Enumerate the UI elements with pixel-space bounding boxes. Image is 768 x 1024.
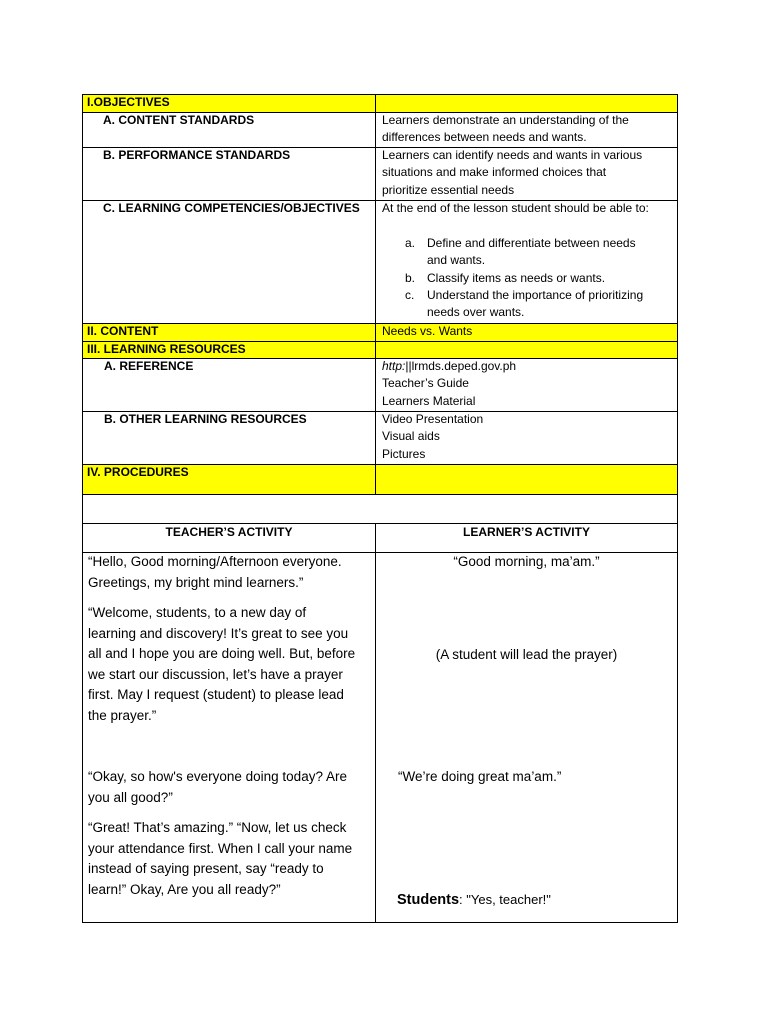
teacher-greeting: “Hello, Good morning/Afternoon everyone. Greetings, my bright mind learners.” bbox=[88, 554, 342, 590]
content-row-highlight bbox=[82, 323, 677, 341]
competencies-intro: At the end of the lesson student should be able to: bbox=[382, 201, 649, 215]
content-standards-label: A. CONTENT STANDARDS bbox=[103, 113, 255, 127]
performance-standards-text: Learners can identify needs and wants in various situations and make informed choices that prioritize essential needs bbox=[382, 148, 643, 197]
performance-standards-label: B. PERFORMANCE STANDARDS bbox=[103, 148, 291, 162]
learner-prayer: (A student will lead the prayer) bbox=[435, 647, 618, 662]
list-item: Define and differentiate between needs and wants. bbox=[427, 236, 636, 268]
resources-heading: III. LEARNING RESOURCES bbox=[87, 342, 246, 356]
learner-greeting: “Good morning, ma’am.” bbox=[453, 554, 600, 569]
learner-activity-header: LEARNER’S ACTIVITY bbox=[463, 525, 590, 539]
content-standards-text: Learners demonstrate an understanding of the differences between needs and wants. bbox=[382, 113, 629, 145]
other-resources-label: B. OTHER LEARNING RESOURCES bbox=[104, 412, 307, 426]
list-item-marker: a. bbox=[405, 236, 416, 250]
teacher-check-in: “Okay, so how's everyone doing today? Are you all good?” bbox=[88, 769, 347, 805]
students-label: Students bbox=[397, 892, 460, 908]
list-item: Classify items as needs or wants. bbox=[427, 271, 606, 285]
competencies-label: C. LEARNING COMPETENCIES/OBJECTIVES bbox=[103, 201, 360, 215]
content-value: Needs vs. Wants bbox=[382, 324, 473, 338]
other-resources-text: Video Presentation Visual aids Pictures bbox=[382, 412, 484, 461]
teacher-attendance: “Great! That’s amazing.” “Now, let us check your attendance first. When I call your name instead of saying present, say “ready to learn!” Okay, Are you all ready?” bbox=[88, 820, 353, 897]
objectives-heading: I.OBJECTIVES bbox=[87, 95, 170, 109]
procedures-heading: IV. PROCEDURES bbox=[87, 465, 189, 479]
learner-doing: “We’re doing great ma’am.” bbox=[398, 769, 562, 784]
teacher-activity-header: TEACHER’S ACTIVITY bbox=[165, 525, 293, 539]
list-item: Understand the importance of prioritizing needs over wants. bbox=[427, 288, 644, 320]
objectives-row-highlight bbox=[82, 94, 677, 112]
list-item-marker: c. bbox=[405, 288, 415, 302]
reference-label: A. REFERENCE bbox=[104, 359, 194, 373]
content-heading: II. CONTENT bbox=[87, 324, 159, 338]
list-item-marker: b. bbox=[405, 271, 416, 285]
learner-students-reply bbox=[397, 890, 551, 911]
reference-link[interactable]: http:||lrmds.deped.gov.ph bbox=[382, 359, 517, 373]
reference-text: http:||lrmds.deped.gov.ph Teacher’s Guide Learners Material bbox=[382, 359, 517, 408]
students-text: : "Yes, teacher!" bbox=[459, 892, 551, 907]
teacher-welcome: “Welcome, students, to a new day of learning and discovery! It’s great to see you all and I hope you are doing well. But, before we start our discussion, let’s have a prayer first. May I request (student) to please lead the prayer.” bbox=[88, 605, 356, 723]
